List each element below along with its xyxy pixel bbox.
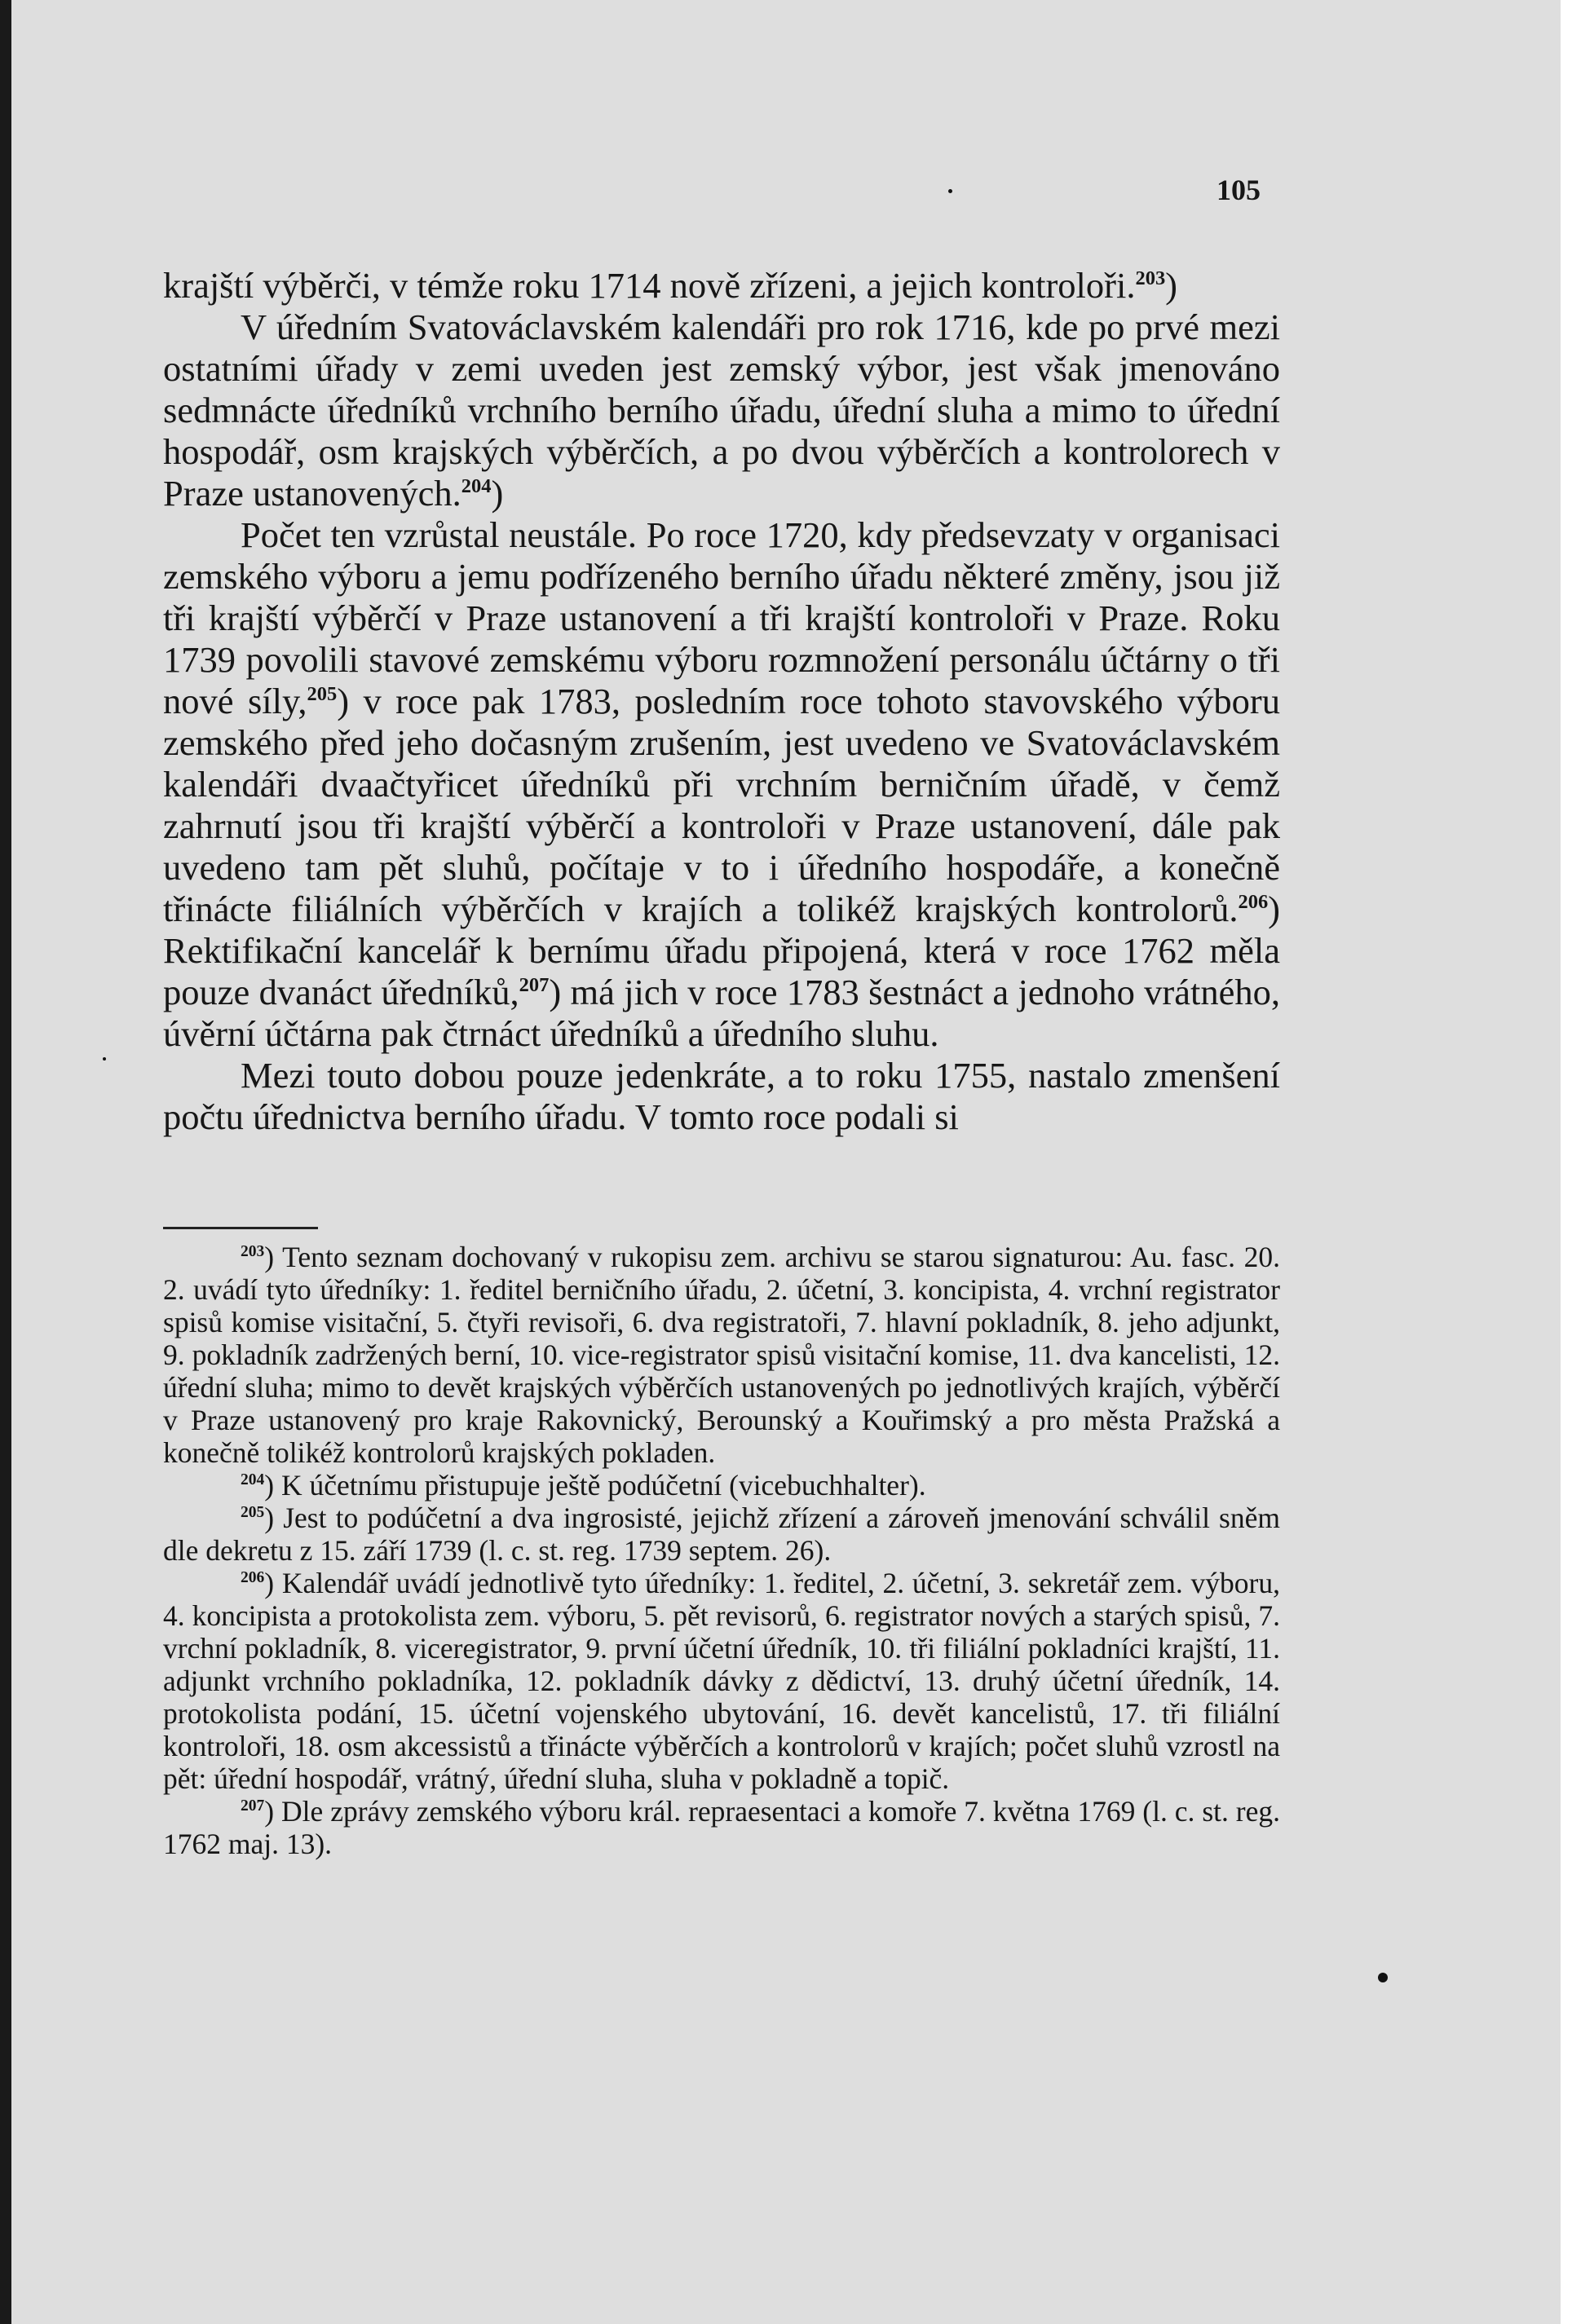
- footnote: [163, 1567, 1280, 1795]
- footnote-text: ) Kalendář uvádí jednotlivě tyto úředníky: 1. ředitel, 2. účetní, 3. sekretář zem. výboru, 4. koncipista a protokolista zem. výboru, 5. pět revisorů, 6. registrator nových a starých spisů, 7. vrchní pokladník, 8. viceregistrator, 9. první účetní úředník, 10. tři filiální pokladníci krajští, 11. adjunkt vrchního pokladníka, 12. pokladník dávky z dědictví, 13. druhý účetní úředník, 14. protokolista podání, 15. účetní vojenského ubytování, 16. devět kancelistů, 17. tři filiální kontroloři, 18. osm akcessistů a třinácte výběrčích a kontrolorů v krajích; počet sluhů vzrostl na pět: úřední hospodář, vrátný, úřední sluha, sluha v pokladně a topič.: [163, 1567, 1280, 1795]
- scan-speck: [948, 189, 952, 193]
- footnote-text: ) Jest to podúčetní a dva ingrosisté, jejichž zřízení a zároveň jmenování schválil sněm dle dekretu z 15. září 1739 (l. c. st. reg. 1739 septem. 26).: [163, 1502, 1280, 1567]
- footnote-text: ) K účetnímu přistupuje ještě podúčetní (vicebuchhalter).: [264, 1469, 926, 1502]
- scan-left-edge: [0, 0, 11, 2324]
- scan-speck: [1378, 1973, 1388, 1982]
- body-paragraph: [163, 306, 1280, 514]
- footnote-text: ) Tento seznam dochovaný v rukopisu zem. archivu se starou signaturou: Au. fasc. 20. 2. uvádí tyto úředníky: 1. ředitel berničního úřadu, 2. účetní, 3. koncipista, 4. vrchní registrator spisů komise visitační, 5. čtyři revisoři, 6. dva registratoři, 7. hlavní pokladník, 8. jeho adjunkt, 9. pokladník zadržených berní, 10. vice-registrator spisů visitační komise, 11. dva kancelisti, 12. úřední sluha; mimo to devět krajských výběrčích ustanovených po jednotlivých krajích, výběrčí v Praze ustanovený pro kraje Rakovnický, Berounský a Kouřimský a pro města Pražská a konečně tolikéž kontrolorů krajských pokladen.: [163, 1241, 1280, 1469]
- body-text: [163, 265, 1280, 1138]
- text-run: ): [491, 473, 504, 514]
- footnote-ref: 206: [1238, 891, 1269, 914]
- text-run: ) Rektifikační kancelář k bernímu úřadu připojená, která v roce 1762 měla pouze dvanáct úředníků,: [163, 889, 1280, 1012]
- footnote-mark: 203: [241, 1243, 265, 1261]
- footnote: [163, 1469, 1280, 1502]
- text-run: ) v roce pak 1783, posledním roce tohoto stavovského výboru zemského před jeho dočasným zrušením, jest uvedeno ve Svatováclavském kalendáři dvaačtyřicet úředníků při vrchním berničním úřadě, v čemž zahrnutí jsou tři krajští výběrčí a kontroloři v Praze ustanovení, dále pak uvedeno tam pět sluhů, počítaje v to i úředního hospodáře, a konečně třinácte filiálních výběrčích v krajích a tolikéž krajských kontrolorů.: [163, 681, 1281, 929]
- footnote-ref: 205: [307, 683, 338, 706]
- footnote-mark: 206: [241, 1569, 265, 1587]
- footnote-ref: 203: [1135, 267, 1166, 290]
- footnote-ref: 204: [461, 475, 492, 498]
- footnote-mark: 204: [241, 1471, 265, 1489]
- page-number: 105: [1217, 174, 1261, 206]
- text-run: ): [1165, 265, 1177, 306]
- text-run: krajští výběrči, v témže roku 1714 nově zřízeni, a jejich kontroloři.: [163, 265, 1136, 306]
- body-paragraph: [163, 265, 1280, 306]
- body-paragraph: [163, 1055, 1280, 1138]
- text-run: V úředním Svatováclavském kalendáři pro rok 1716, kde po prvé mezi ostatními úřady v zemi uveden jest zemský výbor, jest však jmenováno sedmnácte úředníků vrchního berního úřadu, úřední sluha a mimo to úřední hospodář, osm krajských výběrčích, a po dvou výběrčích a kontrolorech v Praze ustanovených.: [163, 306, 1280, 514]
- footnote: [163, 1241, 1280, 1469]
- footnote-mark: 207: [241, 1797, 265, 1815]
- body-paragraph: [163, 514, 1280, 1055]
- text-run: Počet ten vzrůstal neustále. Po roce 1720, kdy předsevzaty v organisaci zemského výboru a jemu podřízeného berního úřadu některé změny, jsou již tři krajští výběrčí v Praze ustanovení a tři krajští kontroloři v Praze. Roku 1739 povolili stavové zemskému výboru rozmnožení personálu účtárny o tři nové síly,: [163, 514, 1280, 721]
- footnote-mark: 205: [241, 1504, 265, 1522]
- footnote-text: ) Dle zprávy zemského výboru král. repraesentaci a komoře 7. května 1769 (l. c. st. reg. 1762 maj. 13).: [163, 1795, 1280, 1860]
- footnote: [163, 1502, 1280, 1567]
- text-run: Mezi touto dobou pouze jedenkráte, a to roku 1755, nastalo zmenšení počtu úřednictva berního úřadu. V tomto roce podali si: [163, 1055, 1280, 1137]
- scan-speck: [103, 1057, 106, 1061]
- footnote: [163, 1795, 1280, 1860]
- footnotes: [163, 1241, 1280, 1860]
- text-run: ) má jich v roce 1783 šestnáct a jednoho vrátného, úvěrní účtárna pak čtrnáct úředníků a úředního sluhu.: [163, 972, 1280, 1054]
- footnote-ref: 207: [519, 974, 550, 997]
- footnote-separator: [163, 1227, 318, 1229]
